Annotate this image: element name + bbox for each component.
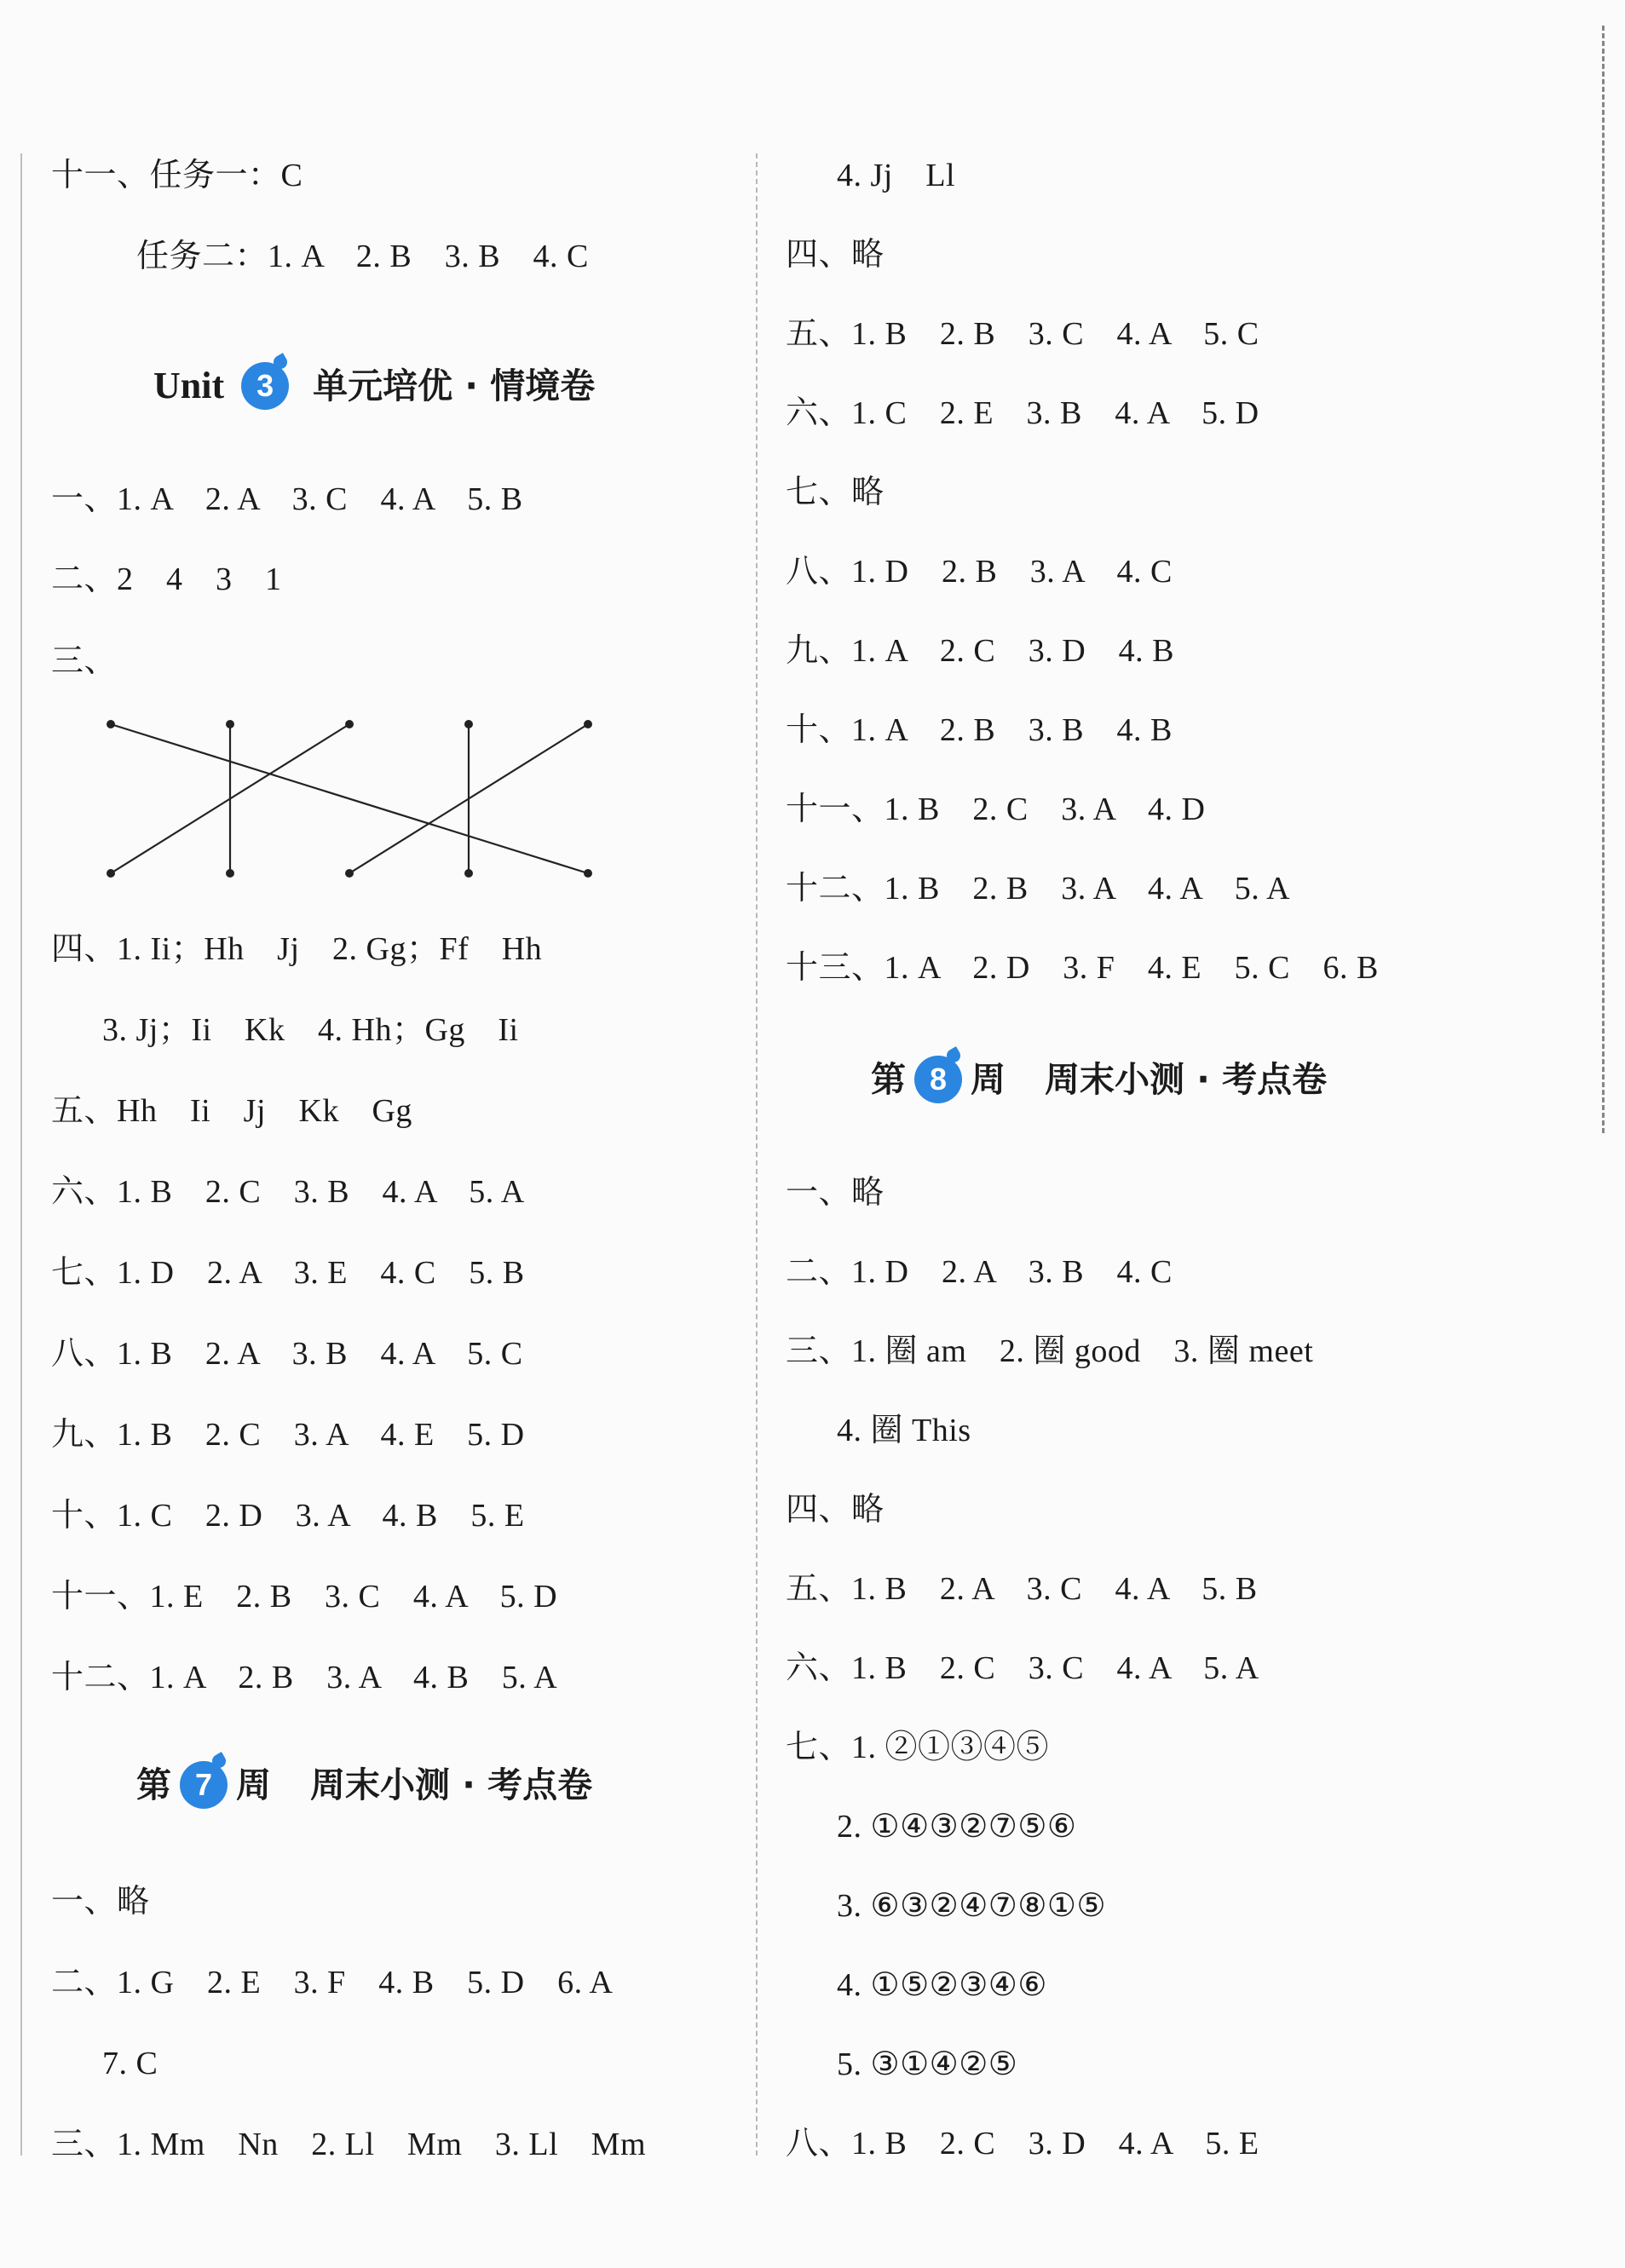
answer-line: 八、1. B 2. C 3. D 4. A 5. E (786, 2126, 1259, 2162)
answer-line: 一、1. A 2. A 3. C 4. A 5. B (51, 481, 523, 517)
week-prefix: 第 (871, 1059, 906, 1100)
match-dot (345, 869, 354, 878)
week-8-heading (871, 1050, 1327, 1109)
answer-line: 八、1. B 2. A 3. B 4. A 5. C (51, 1336, 523, 1372)
answer-line: 九、1. A 2. C 3. D 4. B (786, 633, 1174, 669)
answer-line: 十二、1. B 2. B 3. A 4. A 5. A (786, 871, 1291, 907)
answer-line: 四、略 (786, 1492, 885, 1528)
answer-line: 六、1. B 2. C 3. C 4. A 5. A (786, 1650, 1259, 1686)
match-dot (464, 869, 473, 878)
answer-line: 3. ⑥③②④⑦⑧①⑤ (837, 1888, 1107, 1924)
answer-line: 七、1. ②①③④⑤ (786, 1730, 1050, 1765)
answer-line: 四、1. Ii；Hh Jj 2. Gg；Ff Hh (51, 931, 543, 967)
answer-line: 十一、任务一：C (51, 158, 303, 193)
answer-line: 2. ①④③②⑦⑤⑥ (837, 1809, 1077, 1845)
answer-line: 七、1. D 2. A 3. E 4. C 5. B (51, 1255, 525, 1291)
answer-line: 十三、1. A 2. D 3. F 4. E 5. C 6. B (786, 950, 1379, 986)
match-dot (584, 869, 592, 878)
answer-line: 二、1. D 2. A 3. B 4. C (786, 1254, 1173, 1290)
week-suffix: 周 (971, 1059, 1006, 1100)
answer-line: 4. ①⑤②③④⑥ (837, 1967, 1047, 2003)
answer-line: 任务二：1. A 2. B 3. B 4. C (136, 239, 589, 274)
answer-line: 三、 (51, 643, 118, 679)
answer-line: 八、1. D 2. B 3. A 4. C (786, 554, 1173, 590)
answer-line: 三、1. 圈 am 2. 圈 good 3. 圈 meet (786, 1333, 1314, 1369)
match-dot (226, 869, 234, 878)
match-dot (345, 720, 354, 728)
answer-line: 3. Jj；Ii Kk 4. Hh；Gg Ii (102, 1012, 519, 1048)
answer-line: 五、1. B 2. A 3. C 4. A 5. B (786, 1571, 1258, 1607)
answer-line: 六、1. B 2. C 3. B 4. A 5. A (51, 1174, 525, 1210)
unit-label: Unit (153, 365, 225, 406)
answer-line: 三、1. Mm Nn 2. Ll Mm 3. Ll Mm (51, 2127, 647, 2162)
column-divider (756, 153, 758, 2156)
section-title: 周末小测 · 考点卷 (310, 1764, 593, 1805)
match-dot (107, 869, 115, 878)
answer-line: 五、1. B 2. B 3. C 4. A 5. C (786, 316, 1259, 352)
answer-line: 九、1. B 2. C 3. A 4. E 5. D (51, 1417, 525, 1453)
answer-line: 一、略 (786, 1175, 885, 1211)
answer-line: 7. C (102, 2046, 158, 2081)
match-dot (107, 720, 115, 728)
answer-line: 四、略 (786, 237, 885, 273)
answer-line: 二、1. G 2. E 3. F 4. B 5. D 6. A (51, 1965, 614, 2000)
unit-number-badge: 3 (241, 362, 289, 410)
section-title: 单元培优 · 情境卷 (313, 366, 596, 406)
unit-3-heading (153, 356, 595, 416)
answer-line: 五、Hh Ii Jj Kk Gg (51, 1093, 412, 1129)
answer-line: 十一、1. E 2. B 3. C 4. A 5. D (51, 1579, 558, 1615)
match-dot (464, 720, 473, 728)
answer-line: 4. Jj Ll (837, 158, 956, 193)
binding-edge (1602, 26, 1605, 1133)
section-title: 周末小测 · 考点卷 (1045, 1059, 1328, 1100)
week-number-badge: 8 (914, 1056, 962, 1103)
match-line (111, 724, 588, 873)
answer-line: 一、略 (51, 1884, 150, 1920)
match-dot (584, 720, 592, 728)
matching-lines-diagram (51, 707, 614, 903)
answer-line: 十一、1. B 2. C 3. A 4. D (786, 791, 1206, 827)
answer-line: 七、略 (786, 475, 885, 510)
answer-line: 4. 圈 This (837, 1413, 971, 1448)
answer-line: 十二、1. A 2. B 3. A 4. B 5. A (51, 1660, 558, 1695)
answer-line: 5. ③①④②⑤ (837, 2046, 1018, 2082)
answer-line: 六、1. C 2. E 3. B 4. A 5. D (786, 395, 1259, 431)
week-suffix: 周 (236, 1764, 271, 1805)
week-prefix: 第 (136, 1764, 171, 1805)
answer-line: 十、1. C 2. D 3. A 4. B 5. E (51, 1498, 525, 1534)
answer-line: 二、2 4 3 1 (51, 561, 282, 597)
left-margin-rule (20, 153, 22, 2156)
answer-line: 十、1. A 2. B 3. B 4. B (786, 712, 1173, 748)
match-dot (226, 720, 234, 728)
week-7-heading (136, 1755, 592, 1815)
week-number-badge: 7 (180, 1761, 228, 1809)
